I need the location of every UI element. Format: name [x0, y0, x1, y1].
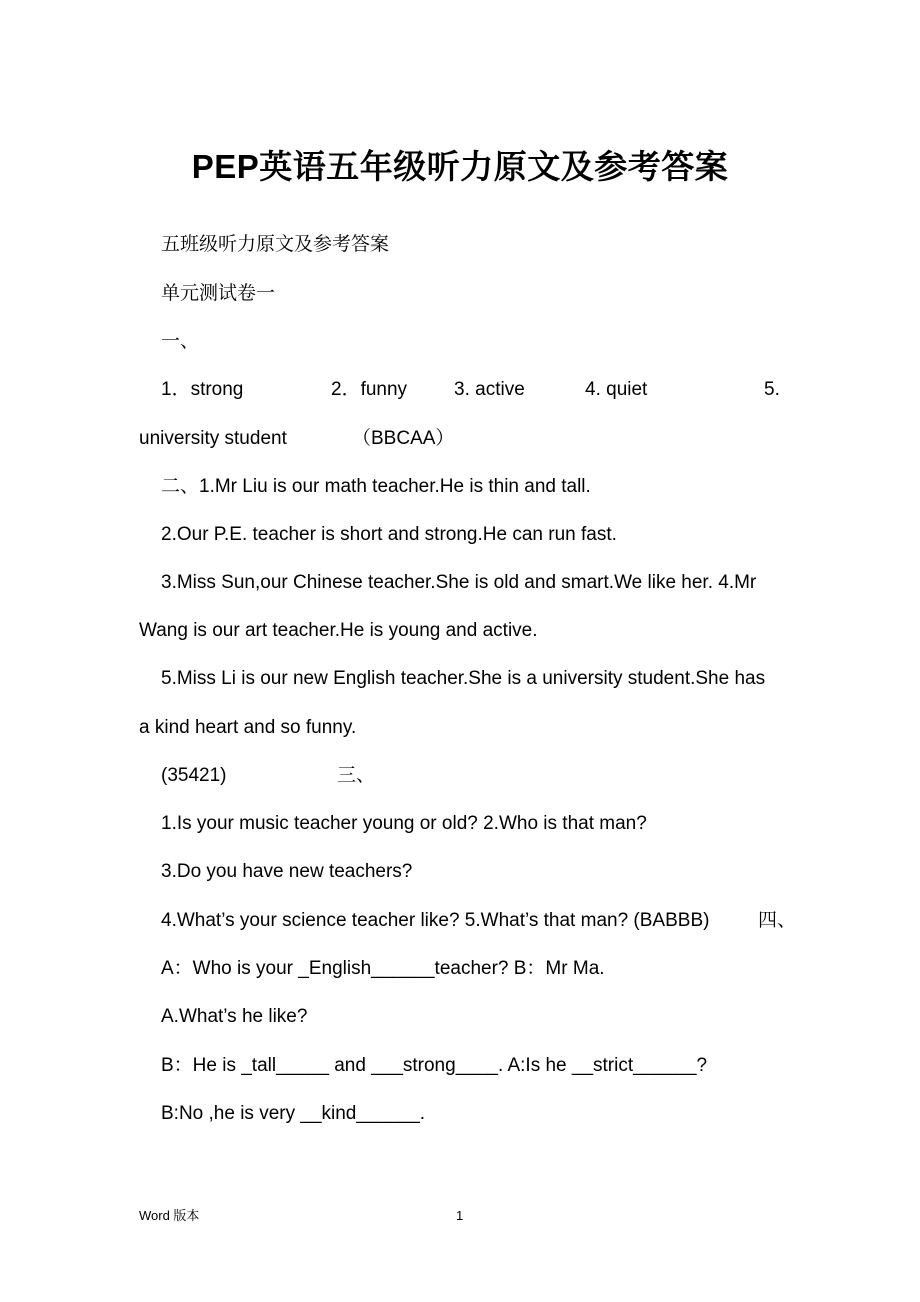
section-two-line-5: 5.Miss Li is our new English teacher.She is a university student.She has	[161, 668, 766, 689]
section-two-line-3: 3.Miss Sun,our Chinese teacher.She is old and smart.We like her. 4.Mr	[161, 572, 757, 593]
section-three-line-2: 3.Do you have new teachers?	[161, 861, 413, 882]
footer-label: Word 版本	[139, 1208, 200, 1223]
section-two-line-1: 二、1.Mr Liu is our math teacher.He is thin and tall.	[161, 476, 591, 497]
answer-item-2: 2．funny	[331, 379, 408, 400]
answer-item-3: 3. active	[454, 379, 525, 400]
answer-item-5-number: 5.	[764, 379, 780, 400]
answer-item-1: 1．strong	[161, 379, 244, 400]
section-two-line-4: Wang is our art teacher.He is young and active.	[139, 620, 538, 641]
answer-item-4: 4. quiet	[585, 379, 648, 400]
dialogue-line-4: B:No ,he is very __kind______.	[161, 1103, 426, 1124]
unit-test-heading: 单元测试卷一	[161, 283, 276, 304]
subtitle-line: 五班级听力原文及参考答案	[161, 234, 390, 255]
dialogue-line-1: A：Who is your _English______teacher? B：Mr Ma.	[161, 958, 605, 979]
dialogue-line-3: B：He is _tall_____ and ___strong____. A:Is he __strict______?	[161, 1055, 708, 1076]
section-three-heading: 三、	[337, 765, 376, 786]
section-one-heading: 一、	[161, 331, 200, 352]
answer-key-two: (35421)	[161, 765, 227, 786]
answer-item-5-text: university student	[139, 428, 287, 449]
section-three-line-3: 4.What’s your science teacher like? 5.What’s that man? (BABBB)	[161, 910, 710, 931]
section-three-line-1: 1.Is your music teacher young or old? 2.Who is that man?	[161, 813, 647, 834]
dialogue-line-2: A.What’s he like?	[161, 1006, 308, 1027]
section-four-heading: 四、	[758, 910, 797, 931]
section-two-line-6: a kind heart and so funny.	[139, 717, 357, 738]
answer-key-one: （BBCAA）	[352, 428, 455, 449]
section-two-line-2: 2.Our P.E. teacher is short and strong.He can run fast.	[161, 524, 617, 545]
page-title: PEP英语五年级听力原文及参考答案	[191, 148, 729, 185]
footer-page-number: 1	[456, 1208, 464, 1223]
